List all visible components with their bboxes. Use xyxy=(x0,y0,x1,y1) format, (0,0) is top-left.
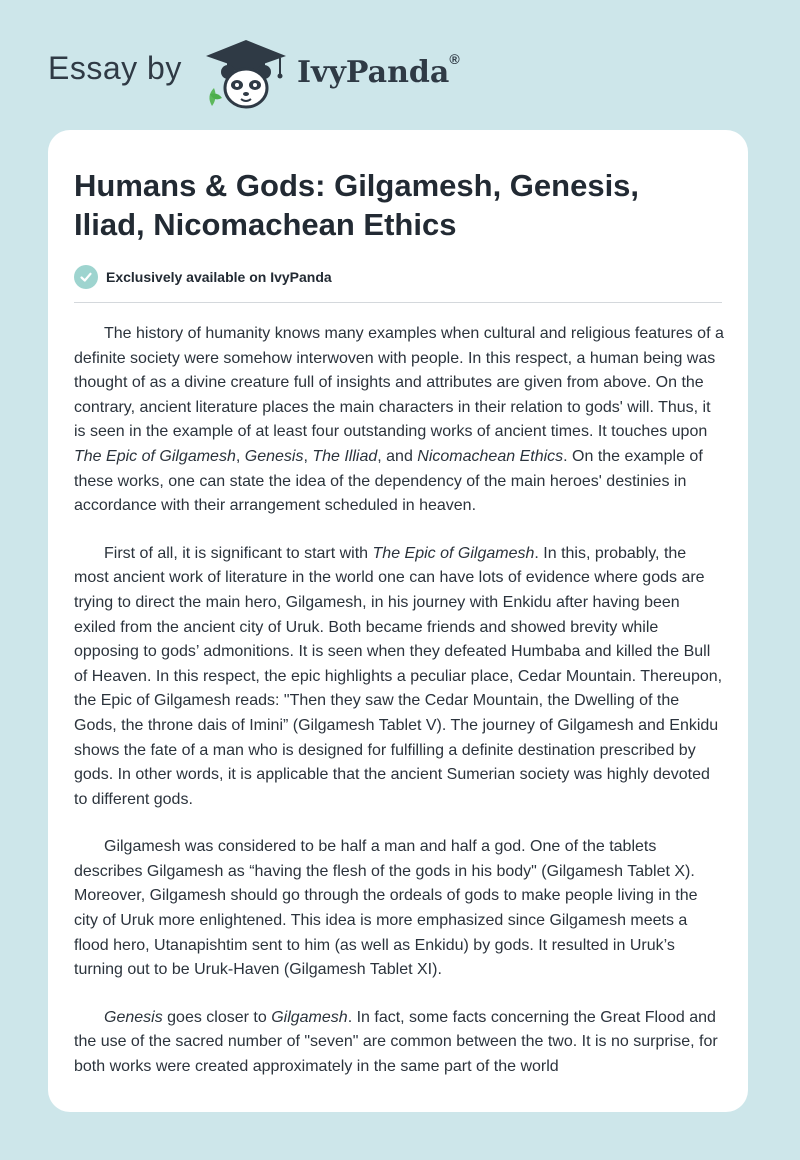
separator: , xyxy=(303,447,313,465)
paragraph-text: . In this, probably, the most ancient work of literature in the world one can have lots of evidence where gods are trying to direct the main hero, Gilgamesh, in his journey with Enkidu after having been exiled from the ancient city of Uruk. Both became friends and showed brevity while opposing to gods’ admonitions. It is seen when they defeated Humbaba and killed the Bull of Heaven. In this respect, the epic highlights a peculiar place, Cedar Mountain. Thereupon, the Epic of Gilgamesh reads: "Then they saw the Cedar Mountain, the Dwelling of the Gods, the throne dais of Imini” (Gilgamesh Tablet V). The journey of Gilgamesh and Enkidu shows the fate of a man who is designed for fulfilling a definite destination prescribed by gods. In other words, it is applicable that the ancient Sumerian society was highly devoted to different gods. xyxy=(74,544,723,808)
work-title: The Illiad xyxy=(312,447,378,465)
work-title: The Epic of Gilgamesh xyxy=(74,447,236,465)
work-title: Gilgamesh xyxy=(271,1008,348,1026)
paragraph-text: Gilgamesh was considered to be half a man and half a god. One of the tablets describes Gilgamesh as “having the flesh of the gods in his body" (Gilgamesh Tablet X). Moreover, Gilgamesh should go through the ordeals of gods to make people living in the city of Uruk more enlightened. This idea is more emphasized since Gilgamesh meets a flood hero, Utanapishtim sent to him (as well as Enkidu) by gods. It resulted in Uruk’s turning out to be Uruk-Haven (Gilgamesh Tablet XI). xyxy=(74,838,698,979)
paragraph-3 xyxy=(74,835,724,983)
work-title: Nicomachean Ethics xyxy=(417,447,564,465)
exclusive-badge-text: Exclusively available on IvyPanda xyxy=(106,269,332,285)
paragraph-text: . In fact, some facts concerning the Great Flood and the use of the sacred number of "seven" are common between the two. It is no surprise, for both works were created approximately in the same part of the world xyxy=(74,1008,718,1076)
paragraph-text: goes closer to xyxy=(162,1008,272,1026)
paragraph-text: First of all, it is significant to start with xyxy=(104,544,373,562)
paragraph-1 xyxy=(74,322,724,519)
essay-card xyxy=(48,130,748,1112)
work-title: The Epic of Gilgamesh xyxy=(372,544,535,562)
panda-logo-icon[interactable] xyxy=(200,36,292,110)
essay-body xyxy=(74,322,724,1103)
paragraph-2 xyxy=(74,542,724,813)
separator: , xyxy=(235,447,245,465)
trademark-mark: ® xyxy=(449,51,460,67)
work-title: Genesis xyxy=(244,447,304,465)
essay-by-label: Essay by xyxy=(48,50,182,86)
separator: , and xyxy=(377,447,418,465)
essay-title: Humans & Gods: Gilgamesh, Genesis, Iliad, Nicomachean Ethics xyxy=(74,168,640,242)
paragraph-text: The history of humanity knows many examples when cultural and religious features of a definite society were somehow interwoven with people. In this respect, a human being was thought of as a divine creature full of insights and attributes are given from above. On the contrary, ancient literature places the main characters in their relation to gods' will. Thus, it is seen in the example of at least four outstanding works of ancient times. It touches upon xyxy=(74,325,724,441)
work-title: Genesis xyxy=(104,1008,163,1026)
paragraph-4 xyxy=(74,1006,724,1080)
check-icon xyxy=(74,265,98,289)
brand-text: IvyPanda xyxy=(297,55,450,90)
exclusive-badge xyxy=(74,264,332,290)
paragraph-text: . On the example of these works, one can state the idea of the dependency of the main heroes' destinies in accordance with their arrangement scheduled in heaven. xyxy=(74,447,703,515)
divider xyxy=(74,302,722,303)
site-header xyxy=(0,0,800,130)
brand-name[interactable] xyxy=(297,51,460,90)
